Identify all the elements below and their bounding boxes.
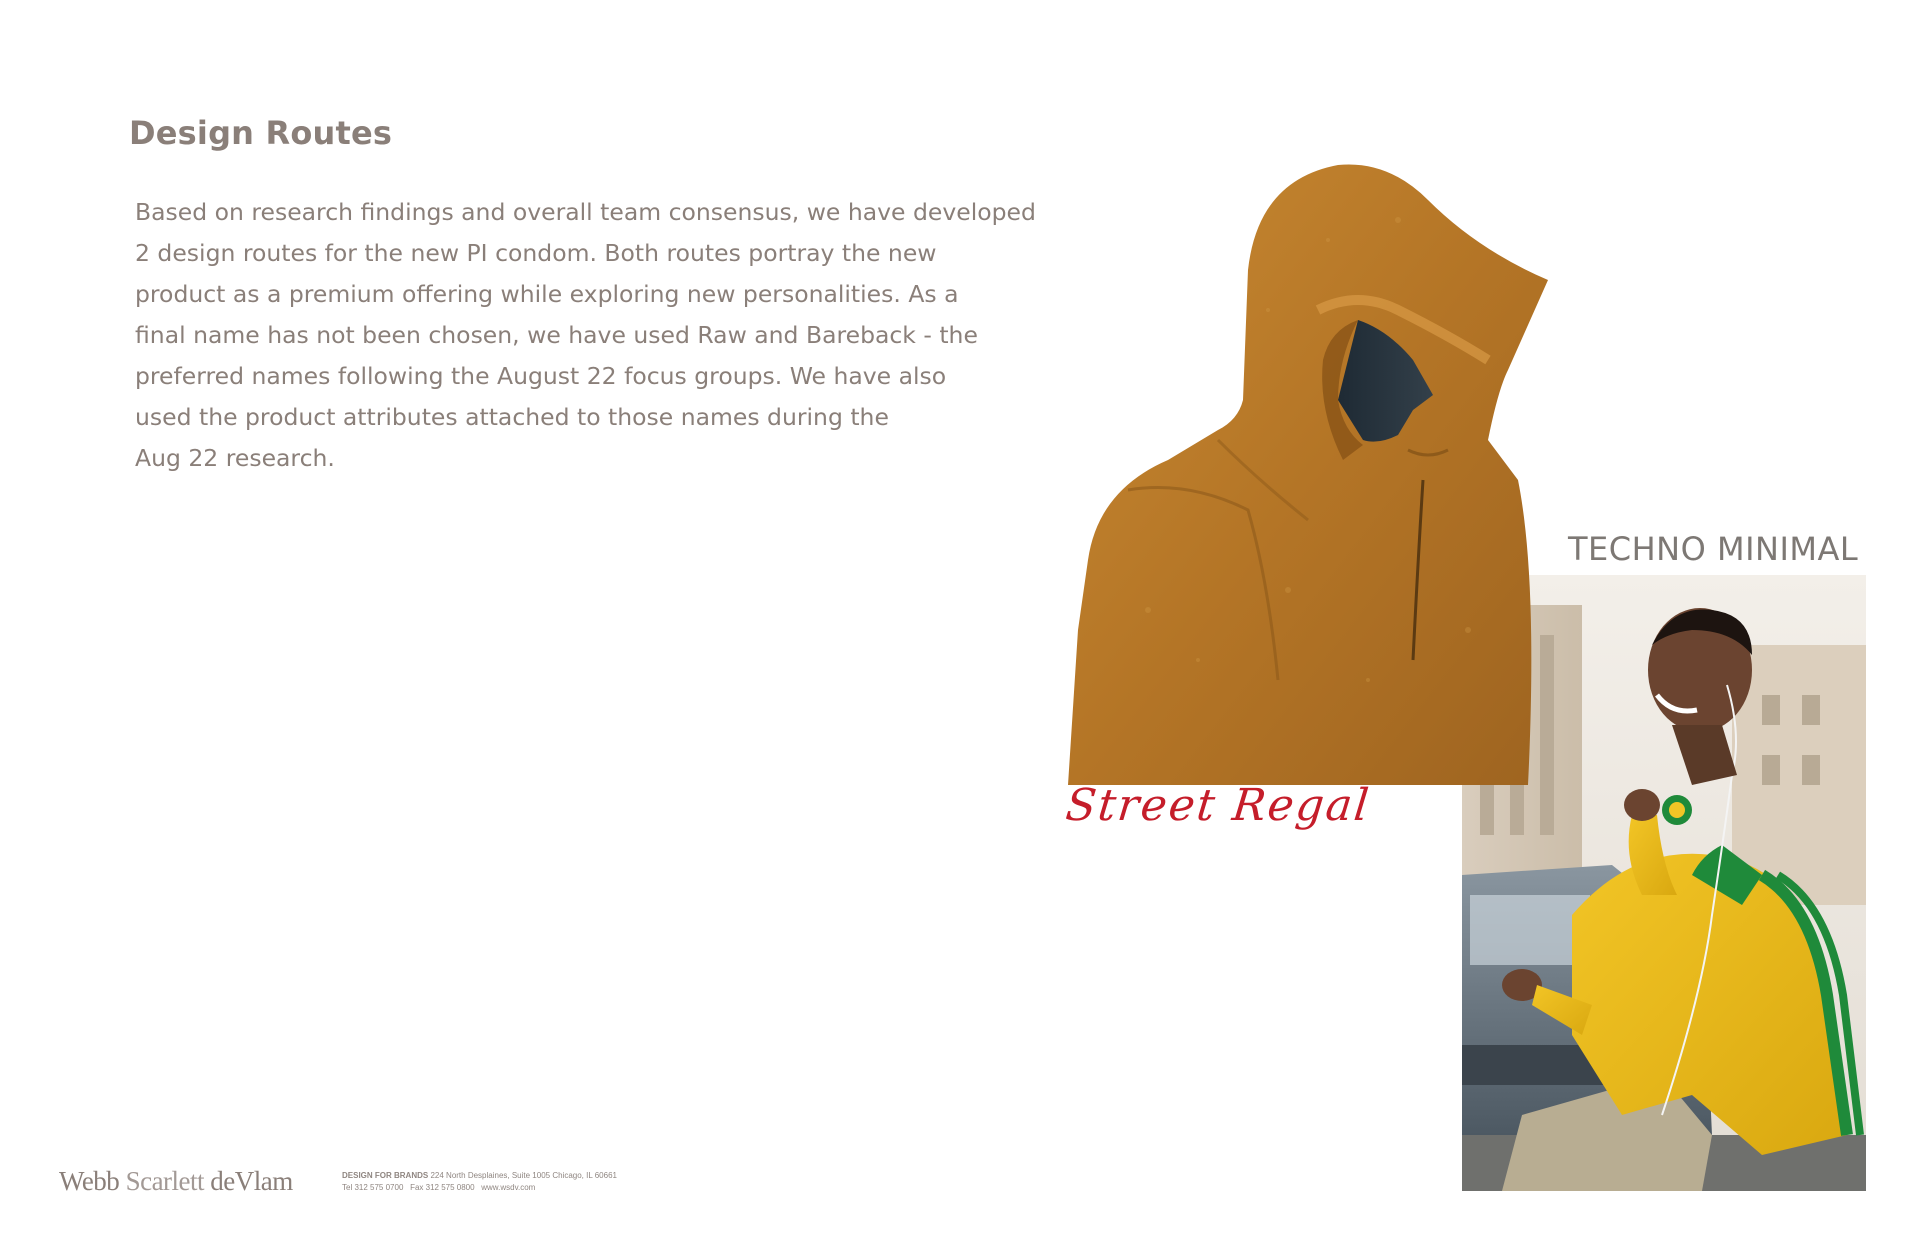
logo-word-scarlett: Scarlett: [125, 1166, 205, 1196]
paragraph-line: 2 design routes for the new PI condom. Both routes portray the new: [135, 239, 937, 267]
logo-word-devlam: deVlam: [210, 1166, 293, 1196]
techno-minimal-label: TECHNO MINIMAL: [1568, 530, 1859, 568]
intro-paragraph: [135, 192, 1036, 479]
street-regal-label: Street Regal: [1063, 780, 1373, 831]
company-tagline: DESIGN FOR BRANDS: [342, 1171, 429, 1180]
paragraph-line: Based on research findings and overall team consensus, we have developed: [135, 198, 1036, 226]
company-tel: Tel 312 575 0700: [342, 1183, 404, 1192]
logo-word-webb: Webb: [59, 1166, 120, 1196]
paragraph-line: preferred names following the August 22 focus groups. We have also: [135, 362, 947, 390]
page-title: Design Routes: [129, 114, 393, 152]
contact-line-1: [342, 1170, 617, 1182]
paragraph-line: used the product attributes attached to those names during the: [135, 403, 889, 431]
company-logo: [59, 1166, 293, 1197]
company-fax: Fax 312 575 0800: [410, 1183, 475, 1192]
paragraph-line: final name has not been chosen, we have used Raw and Bareback - the: [135, 321, 978, 349]
street-regal-photo: [1068, 160, 1548, 785]
contact-line-2: [342, 1182, 617, 1194]
company-contact-info: [342, 1170, 617, 1194]
paragraph-line: Aug 22 research.: [135, 444, 335, 472]
company-address: 224 North Desplaines, Suite 1005 Chicago, IL 60661: [430, 1171, 617, 1180]
company-website: www.wsdv.com: [481, 1183, 536, 1192]
paragraph-line: product as a premium offering while exploring new personalities. As a: [135, 280, 959, 308]
